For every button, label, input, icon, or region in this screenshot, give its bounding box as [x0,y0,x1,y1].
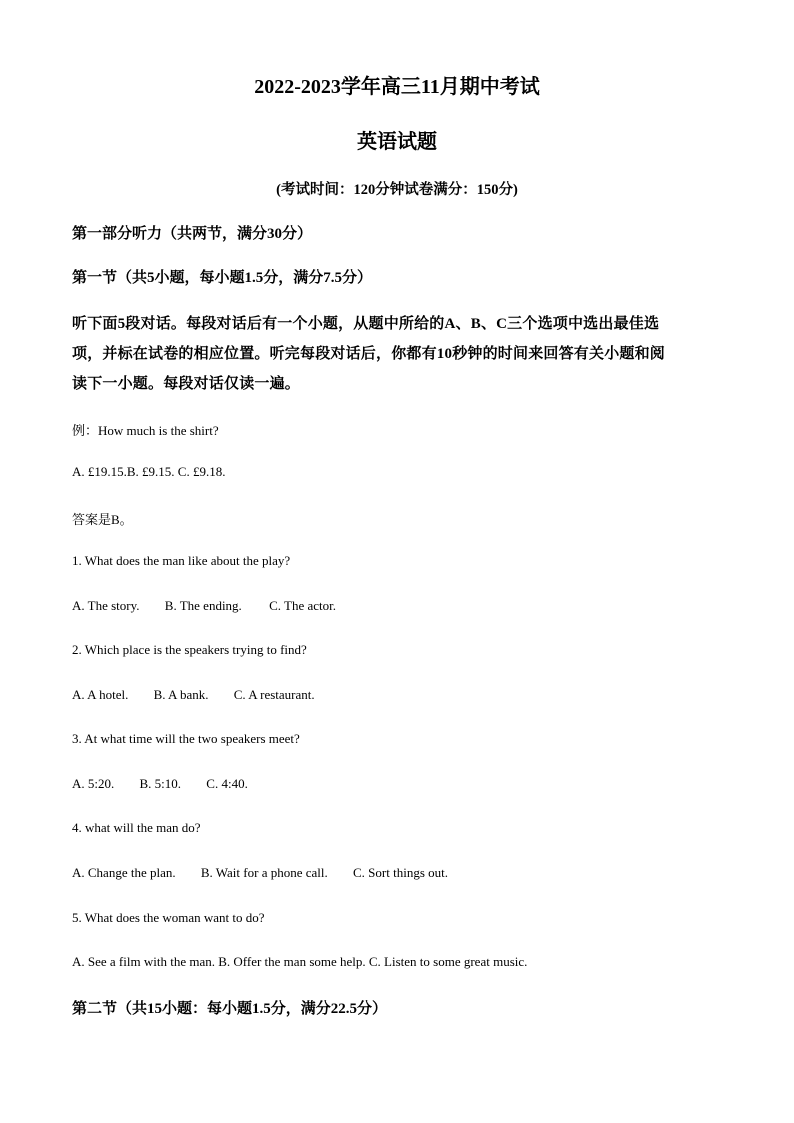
option-c: C. Sort things out. [353,865,448,880]
question-5: 5. What does the woman want to do? [72,910,265,925]
option-c: C. 4:40. [206,776,248,791]
option-a: A. The story. [72,598,140,613]
option-b: B. The ending. [164,598,242,613]
option-b: B. 5:10. [139,776,182,791]
option-c: C. A restaurant. [233,687,315,702]
option-a: A. Change the plan. [72,865,176,880]
option-a: A. A hotel. [72,687,129,702]
option-a: A. 5:20. [72,776,115,791]
part1-heading: 第一部分听力（共两节，满分30分） [72,226,313,242]
exam-subtitle: 英语试题 [357,131,437,153]
exam-time-note: (考试时间：120分钟试卷满分：150分) [276,182,518,198]
question-4: 4. what will the man do? [72,820,201,835]
option-b: B. A bank. [153,687,209,702]
option-b: B. Wait for a phone call. [200,865,328,880]
option-c: C. The actor. [269,598,336,613]
example-answer: 答案是B。 [72,512,133,527]
section1-heading: 第一节（共5小题，每小题1.5分，满分7.5分） [72,270,373,286]
example-options: A. £19.15.B. £9.15. C. £9.18. [72,464,226,479]
section2-heading: 第二节（共15小题：每小题1.5分，满分22.5分） [72,1001,388,1017]
question-2: 2. Which place is the speakers trying to find? [72,642,307,657]
question-5-options: A. See a film with the man. B. Offer the man some help. C. Listen to some great music. [72,954,528,969]
instructions-line-2: 项，并标在试卷的相应位置。听完每段对话后，你都有10秒钟的时间来回答有关小题和阅 [72,346,666,362]
example-question: 例：How much is the shirt? [72,423,219,438]
question-4-options [72,865,448,881]
question-3: 3. At what time will the two speakers meet? [72,731,300,746]
question-1-options [72,598,336,614]
exam-title: 2022-2023学年高三11月期中考试 [254,76,540,98]
question-3-options [72,776,248,792]
instructions-line-1: 听下面5段对话。每段对话后有一个小题，从题中所给的A、B、C三个选项中选出最佳选 [72,316,660,332]
question-1: 1. What does the man like about the play? [72,553,291,568]
question-2-options [72,687,315,703]
instructions-line-3: 读下一小题。每段对话仅读一遍。 [72,376,301,392]
